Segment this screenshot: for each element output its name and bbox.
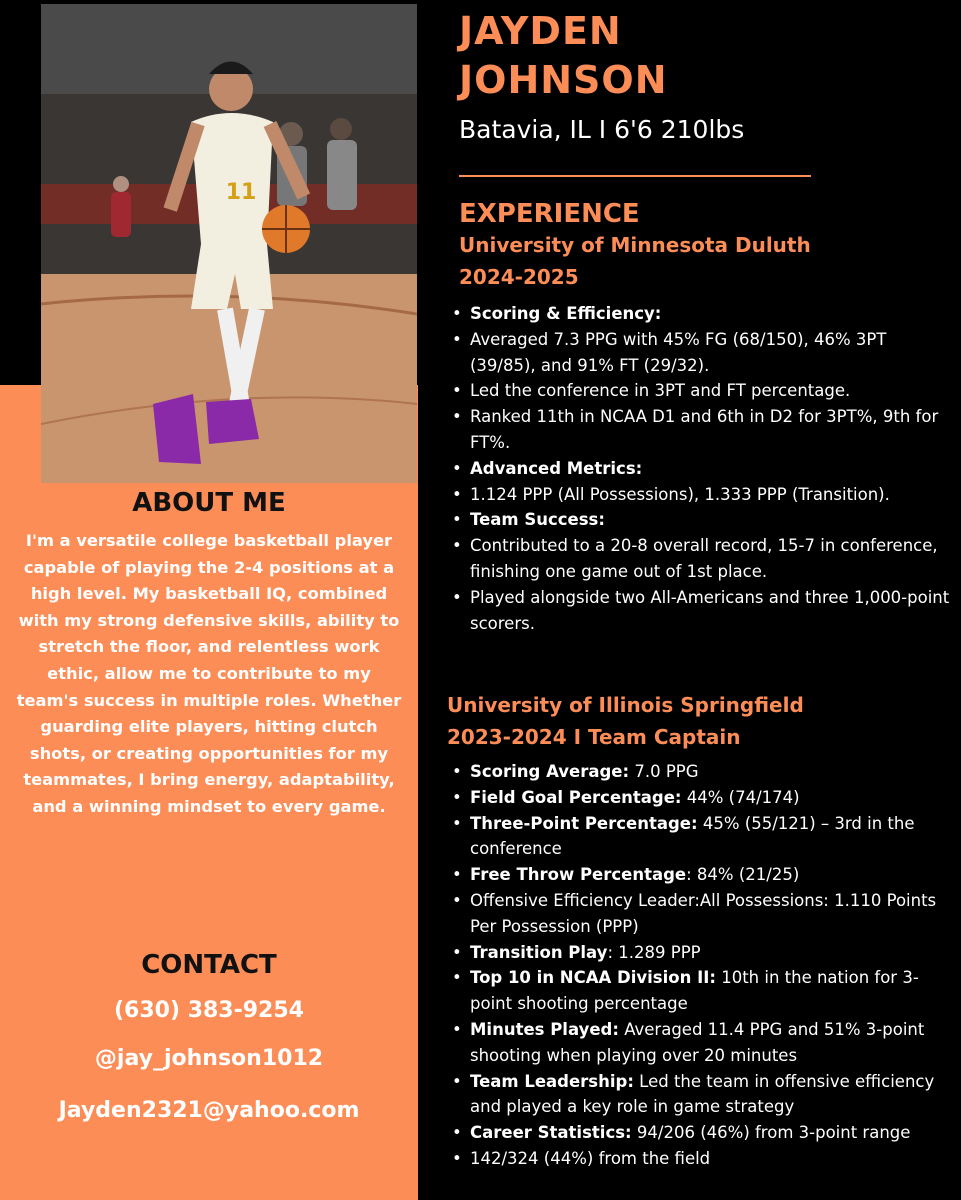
umd-stat-item-text: Ranked 11th in NCAA D1 and 6th in D2 for 3PT%, 9th for FT%.	[470, 407, 939, 452]
umd-years: 2024-2025	[459, 265, 579, 289]
umd-stat-item	[452, 533, 952, 585]
last-name: JOHNSON	[459, 58, 668, 102]
uis-stat-item-label: Team Leadership:	[470, 1071, 634, 1091]
umd-stat-item-text: Contributed to a 20-8 overall record, 15-7 in conference, finishing one game out of 1st place.	[470, 536, 938, 581]
black-corner	[0, 0, 41, 385]
uis-stat-item	[452, 1146, 952, 1172]
uis-stat-item	[452, 862, 952, 888]
uis-stat-item-label: Minutes Played:	[470, 1019, 619, 1039]
first-name: JAYDEN	[459, 9, 622, 53]
player-photo-illustration	[41, 4, 417, 483]
uis-stat-item-label: Free Throw Percentage	[470, 865, 687, 885]
umd-stats-list	[452, 301, 952, 636]
uis-stat-item	[452, 888, 952, 940]
umd-stat-item	[452, 482, 952, 508]
umd-stat-item	[452, 404, 952, 456]
location-height-weight: Batavia, IL I 6'6 210lbs	[459, 115, 745, 144]
umd-stat-item-label: Team Success:	[470, 510, 605, 530]
uis-stat-item-text: Averaged 11.4 PPG and 51% 3-point shooting when playing over 20 minutes	[470, 1019, 925, 1065]
about-body: I'm a versatile college basketball player capable of playing the 2-4 positions at a high level. My basketball IQ, combined with my strong defensive skills, ability to stretch the floor, and relentless work ethic, allow me to contribute to my team's success in multiple roles. Whether guarding elite players, hitting clutch shots, or creating opportunities for my teammates, I bring energy, adaptability, and a winning mindset to every game.	[16, 531, 402, 816]
umd-stat-item-text: Played alongside two All-Americans and three 1,000-point scorers.	[470, 587, 950, 633]
header-divider	[459, 175, 811, 177]
uis-stat-item	[452, 940, 952, 966]
uis-stat-item-text: 10th in the nation for 3-point shooting percentage	[470, 968, 919, 1014]
jersey-number: 11	[225, 180, 257, 205]
uis-stat-item-text: : 84% (21/25)	[686, 865, 800, 885]
contact-phone[interactable]: (630) 383-9254	[114, 998, 304, 1023]
uis-stat-item-text: 7.0 PPG	[629, 762, 699, 781]
umd-stat-item-label: Advanced Metrics:	[470, 458, 643, 478]
uis-stat-item	[452, 965, 952, 1017]
uis-stat-item-label: Top 10 in NCAA Division II:	[470, 968, 716, 988]
player-photo	[41, 4, 417, 483]
uis-stat-item-text: 44% (74/174)	[681, 787, 800, 807]
uis-stat-item-text: Offensive Efficiency Leader:All Possessions: 1.110 Points Per Possession (PPP)	[470, 890, 937, 936]
umd-stat-item	[452, 378, 952, 404]
umd-stat-item-text: Averaged 7.3 PPG with 45% FG (68/150), 46% 3PT (39/85), and 91% FT (29/32).	[470, 329, 887, 375]
uis-stat-item-text: Led the team in offensive efficiency and played a key role in game strategy	[470, 1071, 935, 1117]
umd-stat-item-text: 1.124 PPP (All Possessions), 1.333 PPP (Transition).	[470, 484, 890, 504]
uis-stat-item-text: 94/206 (46%) from 3-point range	[631, 1123, 911, 1143]
uis-stat-item	[452, 759, 952, 785]
uis-stat-item	[452, 1120, 952, 1146]
contact-title: CONTACT	[141, 950, 277, 980]
uis-stat-item-label: Field Goal Percentage:	[470, 787, 682, 807]
uis-stats-list	[452, 759, 952, 1172]
uis-stat-item-text: 142/324 (44%) from the field	[470, 1148, 711, 1168]
uis-stat-item-label: Transition Play	[470, 942, 608, 962]
umd-school: University of Minnesota Duluth	[459, 233, 811, 257]
uis-school: University of Illinois Springfield	[447, 693, 804, 717]
uis-stat-item-label: Scoring Average:	[470, 762, 630, 781]
about-title: ABOUT ME	[132, 488, 286, 518]
uis-stat-item-label: Career Statistics:	[470, 1123, 632, 1143]
umd-stat-item	[452, 585, 952, 637]
uis-stat-item	[452, 785, 952, 811]
umd-stat-item-text: Led the conference in 3PT and FT percentage.	[470, 381, 851, 401]
experience-title: EXPERIENCE	[459, 199, 640, 229]
uis-stat-item	[452, 1017, 952, 1069]
contact-handle[interactable]: @jay_johnson1012	[94, 1046, 324, 1071]
contact-email[interactable]: Jayden2321@yahoo.com	[58, 1098, 360, 1123]
umd-stat-item	[452, 301, 952, 327]
uis-stat-item-label: Three-Point Percentage:	[470, 813, 698, 833]
uis-stat-item-text: 45% (55/121) – 3rd in the conference	[470, 813, 915, 859]
uis-stat-item	[452, 811, 952, 863]
uis-stat-item-text: : 1.289 PPP	[607, 942, 701, 962]
umd-stat-item	[452, 507, 952, 533]
uis-years-role: 2023-2024 I Team Captain	[447, 725, 741, 749]
umd-stat-item	[452, 456, 952, 482]
umd-stat-item-label: Scoring & Efficiency:	[470, 304, 662, 323]
umd-stat-item	[452, 327, 952, 379]
uis-stat-item	[452, 1069, 952, 1121]
